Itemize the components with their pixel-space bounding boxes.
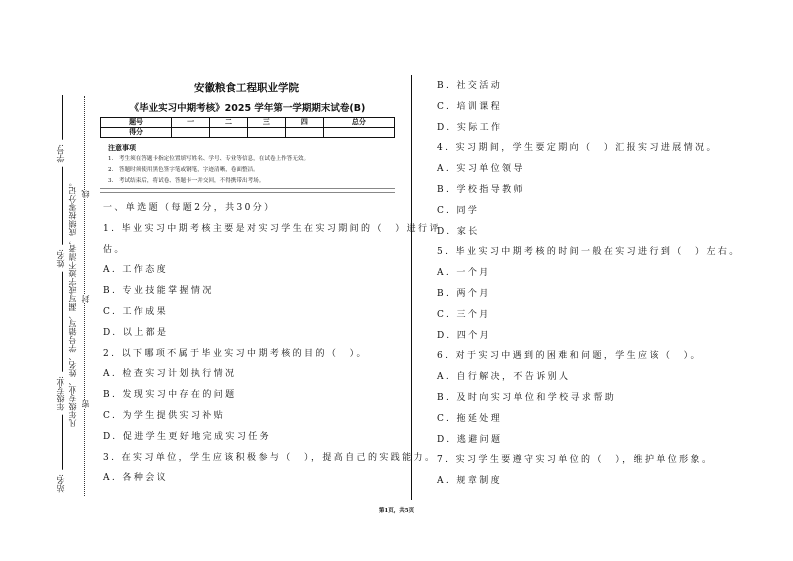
question-line: C. 工作成果: [103, 306, 169, 317]
score-cell: [323, 128, 394, 138]
question-line: B. 社交活动: [437, 81, 503, 91]
left-column: [103, 198, 441, 489]
question-line: 5. 毕业实习中期考核的时间一般在实习进行到（ ）左右。: [437, 247, 741, 258]
question-line: B. 及时向实习单位和学校寻求帮助: [437, 392, 617, 403]
score-header-cell: 三: [247, 118, 285, 128]
question-line: A. 工作态度: [103, 265, 169, 276]
score-table: [100, 117, 395, 138]
note-item: 1. 考生须在答题卡指定位置填写姓名、学号、专业等信息，在试卷上作答无效。: [108, 156, 310, 162]
question-line: 2. 以下哪项不属于毕业实习中期考核的目的（ ）。: [103, 348, 368, 359]
question-line: D. 家长: [437, 226, 480, 237]
question-line: 一、单选题（每题2分，共30分）: [103, 203, 276, 213]
score-row-label: 得分: [101, 128, 172, 138]
question-line: 3. 在实习单位，学生应该积极参与（ ），提高自己的实践能力。: [103, 452, 437, 463]
question-line: D. 逃避问题: [437, 434, 503, 445]
question-line: A. 检查实习计划执行情况: [103, 369, 237, 380]
note-item: 2. 答题时须使用黑色签字笔或钢笔，字迹清晰，卷面整洁。: [108, 167, 259, 173]
question-line: A. 各种会议: [103, 473, 169, 484]
seal-char-xian: 线: [81, 190, 90, 198]
score-header-cell: 总分: [323, 118, 394, 128]
score-cell: [210, 128, 248, 138]
question-line: C. 为学生提供实习补贴: [103, 410, 226, 421]
score-header-cell: 四: [285, 118, 323, 128]
header-divider: [100, 188, 395, 193]
question-line: C. 拖延处理: [437, 413, 503, 424]
page-footer: 第1页，共5页: [378, 508, 415, 514]
question-line: 7. 实习学生要遵守实习单位的（ ），维护单位形象。: [437, 455, 714, 466]
right-column: [437, 76, 741, 492]
seal-char-feng: 封: [81, 295, 90, 303]
score-cell: [247, 128, 285, 138]
question-line: 估。: [103, 244, 126, 255]
seal-char-mi: 密: [81, 400, 90, 408]
question-line: C. 培训课程: [437, 101, 503, 112]
station-label: 站名:: [55, 470, 66, 497]
score-cell: [285, 128, 323, 138]
grade-major-label: 年级专业:: [55, 372, 66, 415]
question-line: D. 实际工作: [437, 122, 503, 133]
question-line: A. 一个月: [437, 268, 491, 279]
notes: [108, 143, 309, 187]
notes-heading: 注意事项: [108, 144, 136, 152]
question-line: 6. 对于实习中遇到的困难和问题，学生应该（ ）。: [437, 351, 702, 362]
question-line: B. 两个月: [437, 288, 491, 299]
question-line: B. 专业技能掌握情况: [103, 286, 214, 297]
question-line: B. 发现实习中存在的问题: [103, 390, 237, 401]
question-line: B. 学校指导教师: [437, 184, 525, 195]
warning-text: 凡年级专业、姓名、学号错写、漏写或字迹不清者，成绩按零分记。: [68, 178, 77, 427]
name-label: 姓名:: [55, 245, 66, 272]
question-line: 1. 毕业实习中期考核主要是对实习学生在实习期间的（ ）进行评: [103, 223, 441, 234]
exam-title: 《毕业实习中期考核》2025 学年第一学期期末试卷(B): [129, 103, 366, 114]
school-name: 安徽粮食工程职业学院: [194, 82, 299, 94]
question-line: A. 自行解决，不告诉别人: [437, 372, 571, 383]
note-item: 3. 考试结束后，将试卷、答题卡一并交回，不得携带出考场。: [108, 178, 265, 184]
question-line: D. 促进学生更好地完成实习任务: [103, 431, 272, 442]
question-line: 4. 实习期间，学生要定期向（ ）汇报实习进展情况。: [437, 143, 718, 154]
score-header-cell: 二: [210, 118, 248, 128]
score-cell: [172, 128, 210, 138]
question-line: D. 以上都是: [103, 327, 169, 338]
question-line: D. 四个月: [437, 330, 492, 341]
column-divider: [411, 75, 412, 500]
question-line: C. 同学: [437, 205, 480, 216]
score-header-cell: 一: [172, 118, 210, 128]
question-line: C. 三个月: [437, 309, 491, 320]
student-id-label: 学号:: [55, 140, 66, 167]
question-line: A. 规章制度: [437, 476, 503, 487]
question-line: A. 实习单位领导: [437, 164, 525, 175]
score-header-cell: 题号: [101, 118, 172, 128]
